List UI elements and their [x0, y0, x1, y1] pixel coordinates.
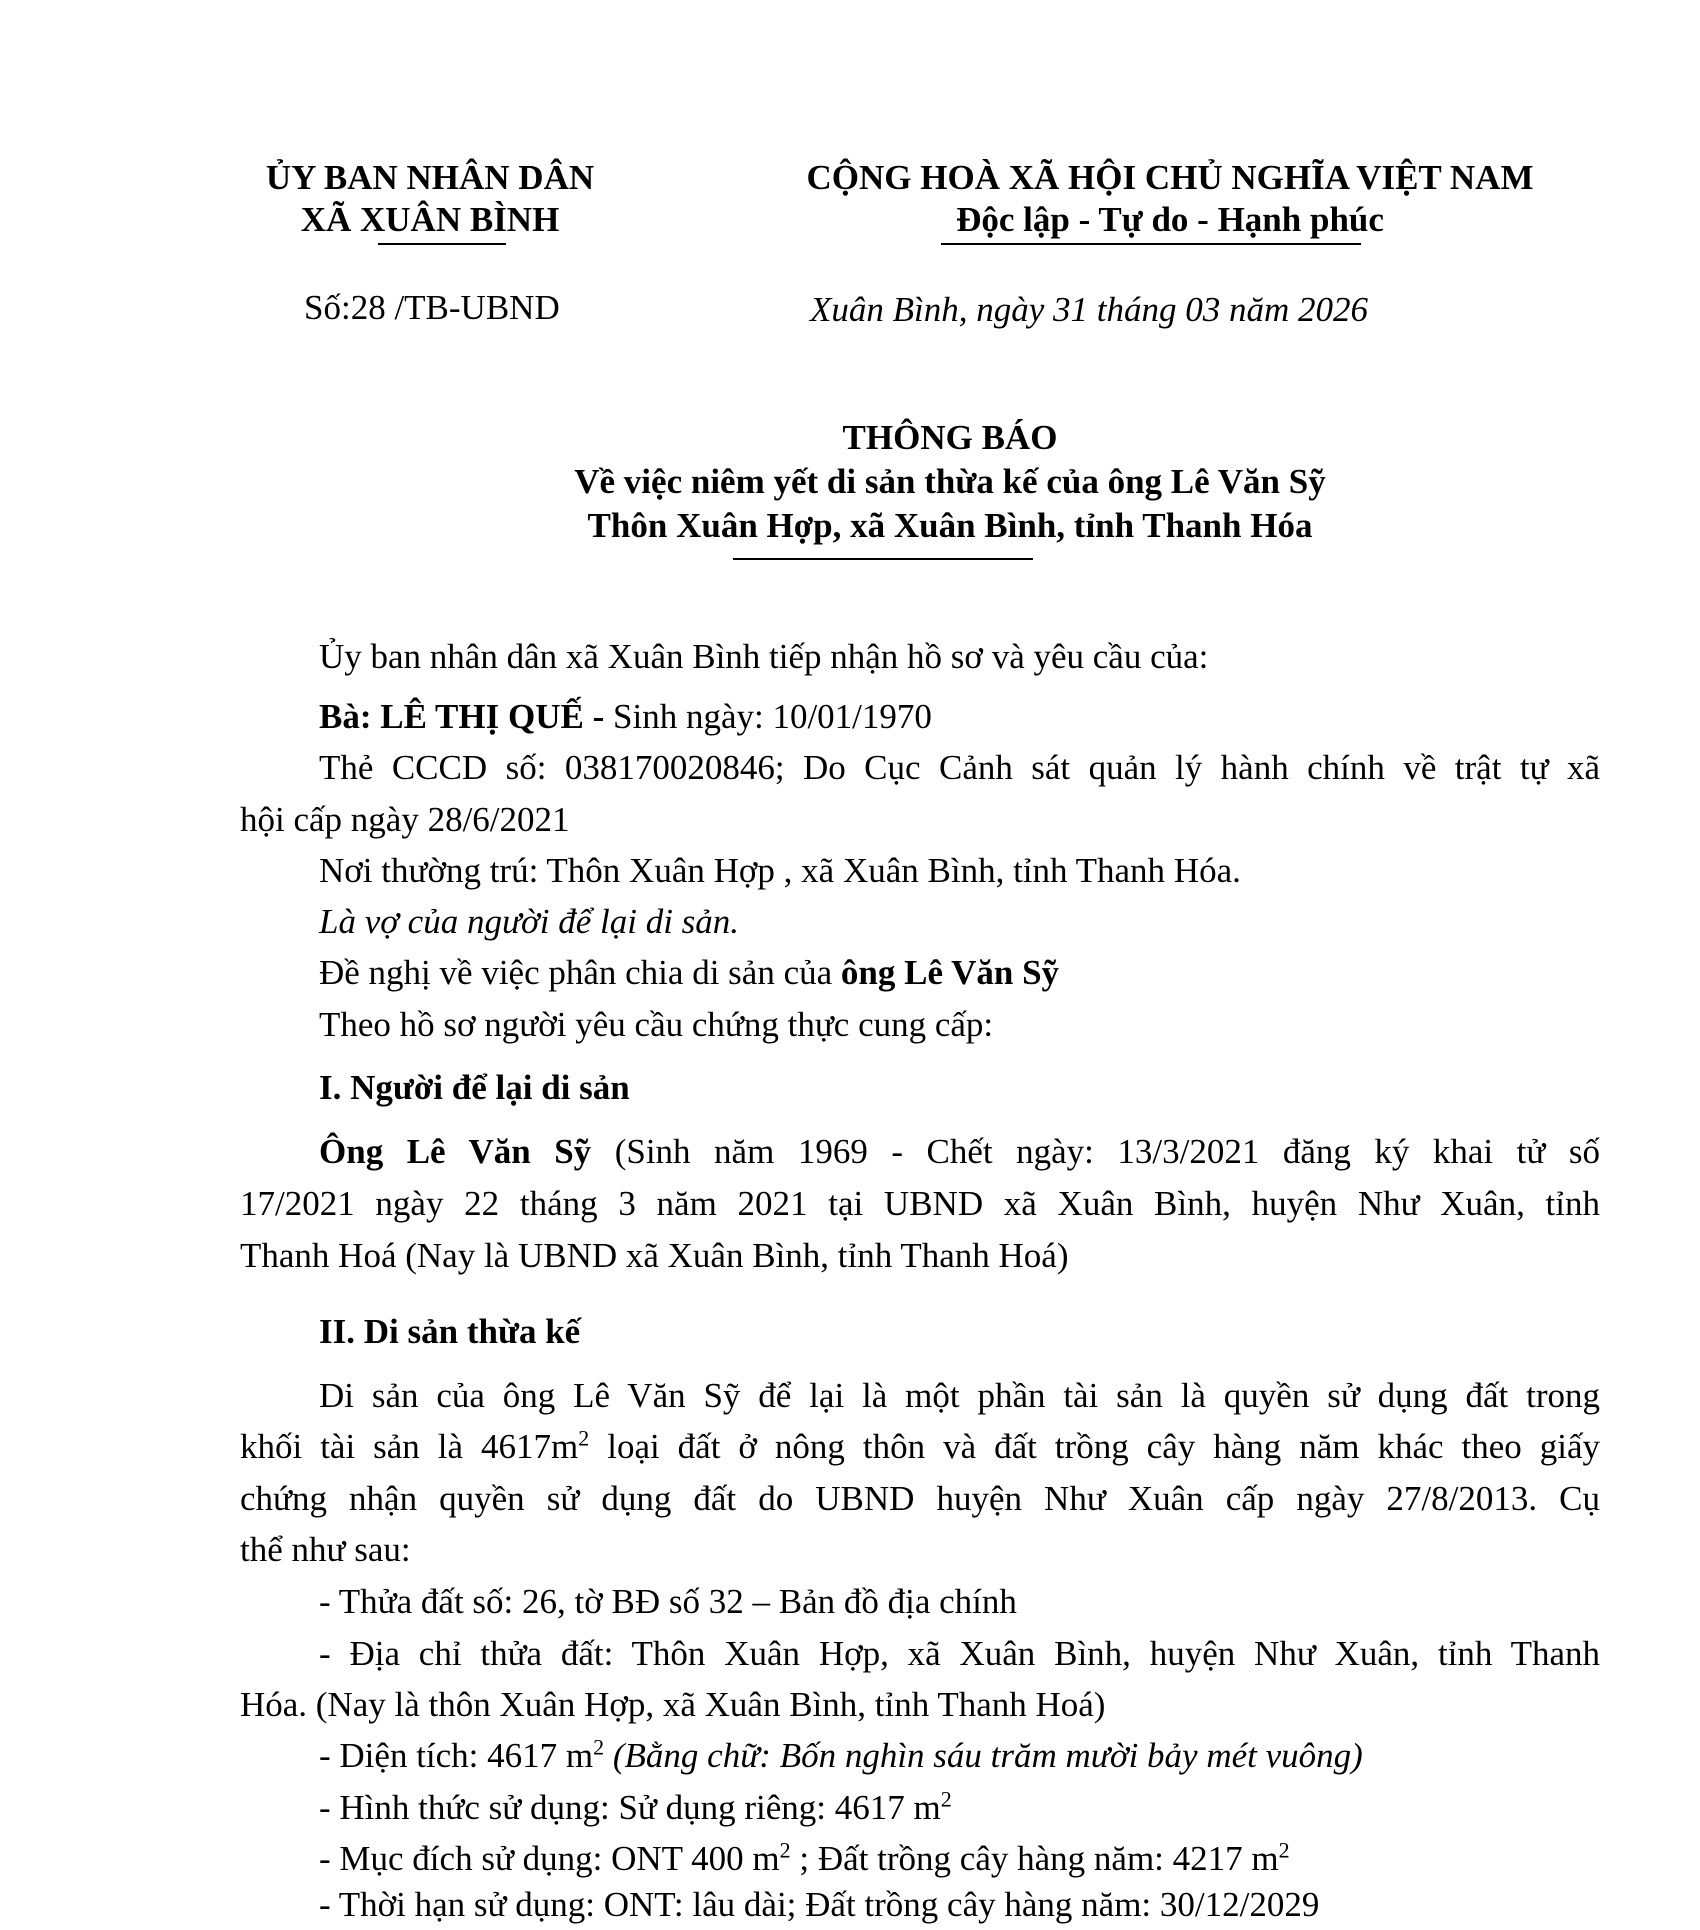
area-prefix: - Diện tích: 4617 m: [319, 1736, 594, 1775]
estate-line3: chứng nhận quyền sử dụng đất do UBND huyện Như Xuân cấp ngày 27/8/2013. Cụ: [240, 1479, 1600, 1518]
id-card-line1: Thẻ CCCD số: 038170020846; Do Cục Cảnh sát quản lý hành chính về trật tự xã: [319, 748, 1600, 787]
term-line: - Thời hạn sử dụng: ONT: lâu dài; Đất trồng cây hàng năm: 30/12/2029: [319, 1885, 1320, 1924]
superscript: 2: [578, 1425, 590, 1451]
superscript: 2: [940, 1786, 952, 1812]
deceased-name: Ông Lê Văn Sỹ: [319, 1132, 592, 1171]
residence-text: Nơi thường trú: Thôn Xuân Hợp , xã Xuân Bình, tỉnh Thanh Hóa.: [319, 851, 1241, 890]
requester-name: Bà: LÊ THỊ QUẾ -: [319, 697, 613, 736]
purpose-annual: ; Đất trồng cây hàng năm: 4217 m: [790, 1839, 1279, 1878]
superscript: 2: [779, 1837, 791, 1863]
section1-heading: I. Người để lại di sản: [319, 1068, 630, 1107]
deceased-line2: 17/2021 ngày 22 tháng 3 năm 2021 tại UBND xã Xuân Bình, huyện Như Xuân, tỉnh: [240, 1184, 1600, 1223]
deceased-line1-rest: (Sinh năm 1969 - Chết ngày: 13/3/2021 đăng ký khai tử số: [591, 1132, 1600, 1171]
request-prefix: Đề nghị về việc phân chia di sản của: [319, 953, 841, 992]
request-line: [319, 948, 1059, 998]
area-line: [319, 1731, 1363, 1781]
parcel-address-line2: Hóa. (Nay là thôn Xuân Hợp, xã Xuân Bình, tỉnh Thanh Hoá): [240, 1685, 1106, 1724]
estate-area-text: khối tài sản là 4617m: [240, 1427, 579, 1466]
parcel-address-line1: - Địa chỉ thửa đất: Thôn Xuân Hợp, xã Xuân Bình, huyện Như Xuân, tỉnh Thanh: [319, 1634, 1600, 1673]
deceased-line3: Thanh Hoá (Nay là UBND xã Xuân Bình, tỉnh Thanh Hoá): [240, 1236, 1069, 1275]
provided-text: Theo hồ sơ người yêu cầu chứng thực cung cấp:: [319, 1005, 994, 1044]
title-underline: [733, 558, 1033, 560]
estate-line2: [240, 1422, 1600, 1472]
relation-text: Là vợ của người để lại di sản.: [319, 902, 740, 941]
requester-line: [319, 692, 932, 742]
purpose-ont: - Mục đích sử dụng: ONT 400 m: [319, 1839, 780, 1878]
requester-dob: Sinh ngày: 10/01/1970: [613, 697, 932, 736]
use-form-text: - Hình thức sử dụng: Sử dụng riêng: 4617 m: [319, 1788, 941, 1827]
org-underline: [378, 243, 506, 245]
motto-underline: [941, 243, 1361, 245]
request-name: ông Lê Văn Sỹ: [840, 953, 1060, 992]
org-name-line1: ỦY BAN NHÂN DÂN: [265, 158, 595, 197]
document-location: Thôn Xuân Hợp, xã Xuân Bình, tỉnh Thanh Hóa: [587, 506, 1313, 545]
country-name: CỘNG HOÀ XÃ HỘI CHỦ NGHĨA VIỆT NAM: [806, 158, 1534, 197]
place-date: Xuân Bình, ngày 31 tháng 03 năm 2026: [810, 290, 1369, 329]
document-title: THÔNG BÁO: [842, 418, 1058, 457]
document-subject: Về việc niêm yết di sản thừa kế của ông Lê Văn Sỹ: [574, 462, 1326, 501]
estate-line2-rest: loại đất ở nông thôn và đất trồng cây hàng năm khác theo giấy: [589, 1427, 1600, 1466]
deceased-line1: [319, 1127, 1600, 1177]
parcel-line: - Thửa đất số: 26, tờ BĐ số 32 – Bản đồ địa chính: [319, 1582, 1017, 1621]
area-words: (Bằng chữ: Bốn nghìn sáu trăm mười bảy mét vuông): [612, 1736, 1363, 1775]
superscript: 2: [1278, 1837, 1290, 1863]
id-card-line2: hội cấp ngày 28/6/2021: [240, 800, 570, 839]
section2-heading: II. Di sản thừa kế: [319, 1312, 581, 1351]
org-name-line2: XÃ XUÂN BÌNH: [300, 200, 560, 239]
purpose-line: [319, 1834, 1290, 1884]
document-number: Số:28 /TB-UBND: [304, 288, 560, 327]
estate-line1: Di sản của ông Lê Văn Sỹ để lại là một phần tài sản là quyền sử dụng đất trong: [319, 1376, 1600, 1415]
intro-text: Ủy ban nhân dân xã Xuân Bình tiếp nhận hồ sơ và yêu cầu của:: [319, 637, 1209, 676]
superscript: 2: [593, 1734, 605, 1760]
use-form-line: [319, 1783, 952, 1833]
motto: Độc lập - Tự do - Hạnh phúc: [956, 200, 1384, 239]
estate-line4: thể như sau:: [240, 1530, 411, 1569]
